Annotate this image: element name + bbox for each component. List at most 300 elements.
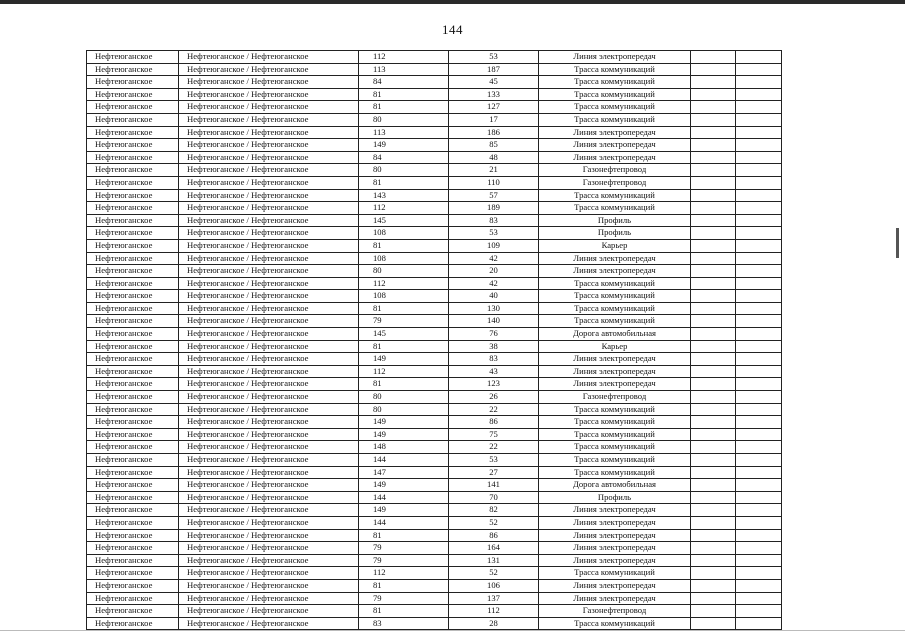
purpose-cell: Линия электропередач [539, 530, 691, 542]
lot-cell: 83 [449, 215, 539, 227]
purpose-cell: Трасса коммуникаций [539, 89, 691, 101]
district-cell: Нефтеюганское [87, 605, 179, 617]
lot-cell: 86 [449, 416, 539, 428]
empty-cell [691, 479, 736, 491]
empty-cell [691, 618, 736, 630]
quarter-cell: 81 [359, 605, 449, 617]
table-row [87, 303, 781, 316]
forestry-cell: Нефтеюганское / Нефтеюганское [179, 567, 359, 579]
district-cell: Нефтеюганское [87, 89, 179, 101]
top-rule [0, 0, 905, 4]
empty-cell [736, 227, 781, 239]
empty-cell [691, 240, 736, 252]
table-row [87, 580, 781, 593]
table-row [87, 51, 781, 64]
empty-cell [691, 190, 736, 202]
empty-cell [736, 479, 781, 491]
quarter-cell: 81 [359, 240, 449, 252]
empty-cell [691, 517, 736, 529]
table-row [87, 76, 781, 89]
district-cell: Нефтеюганское [87, 315, 179, 327]
table-row [87, 64, 781, 77]
purpose-cell: Профиль [539, 215, 691, 227]
district-cell: Нефтеюганское [87, 366, 179, 378]
purpose-cell: Газонефтепровод [539, 605, 691, 617]
lot-cell: 70 [449, 492, 539, 504]
forestry-cell: Нефтеюганское / Нефтеюганское [179, 51, 359, 63]
forestry-cell: Нефтеюганское / Нефтеюганское [179, 542, 359, 554]
quarter-cell: 144 [359, 517, 449, 529]
empty-cell [691, 253, 736, 265]
empty-cell [691, 605, 736, 617]
purpose-cell: Линия электропередач [539, 127, 691, 139]
forestry-cell: Нефтеюганское / Нефтеюганское [179, 479, 359, 491]
empty-cell [736, 467, 781, 479]
quarter-cell: 149 [359, 429, 449, 441]
forestry-cell: Нефтеюганское / Нефтеюганское [179, 580, 359, 592]
table-row [87, 202, 781, 215]
lot-cell: 187 [449, 64, 539, 76]
empty-cell [691, 454, 736, 466]
empty-cell [691, 341, 736, 353]
quarter-cell: 79 [359, 593, 449, 605]
lot-cell: 110 [449, 177, 539, 189]
forestry-cell: Нефтеюганское / Нефтеюганское [179, 315, 359, 327]
lot-cell: 28 [449, 618, 539, 630]
purpose-cell: Трасса коммуникаций [539, 416, 691, 428]
forestry-cell: Нефтеюганское / Нефтеюганское [179, 265, 359, 277]
empty-cell [691, 164, 736, 176]
quarter-cell: 113 [359, 64, 449, 76]
table-row [87, 391, 781, 404]
empty-cell [736, 618, 781, 630]
forestry-cell: Нефтеюганское / Нефтеюганское [179, 441, 359, 453]
empty-cell [736, 454, 781, 466]
empty-cell [691, 227, 736, 239]
quarter-cell: 149 [359, 479, 449, 491]
table-row [87, 290, 781, 303]
table-row [87, 441, 781, 454]
quarter-cell: 79 [359, 555, 449, 567]
lot-cell: 130 [449, 303, 539, 315]
purpose-cell: Линия электропередач [539, 51, 691, 63]
quarter-cell: 81 [359, 101, 449, 113]
empty-cell [691, 378, 736, 390]
district-cell: Нефтеюганское [87, 341, 179, 353]
lot-cell: 42 [449, 253, 539, 265]
lot-cell: 53 [449, 51, 539, 63]
empty-cell [736, 416, 781, 428]
quarter-cell: 144 [359, 454, 449, 466]
quarter-cell: 148 [359, 441, 449, 453]
lot-cell: 52 [449, 567, 539, 579]
forestry-cell: Нефтеюганское / Нефтеюганское [179, 391, 359, 403]
table-row [87, 215, 781, 228]
table-row [87, 190, 781, 203]
forestry-cell: Нефтеюганское / Нефтеюганское [179, 517, 359, 529]
table-row [87, 253, 781, 266]
district-cell: Нефтеюганское [87, 429, 179, 441]
quarter-cell: 112 [359, 278, 449, 290]
empty-cell [736, 64, 781, 76]
district-cell: Нефтеюганское [87, 416, 179, 428]
lot-cell: 43 [449, 366, 539, 378]
empty-cell [691, 202, 736, 214]
lot-cell: 26 [449, 391, 539, 403]
quarter-cell: 80 [359, 265, 449, 277]
lot-cell: 53 [449, 454, 539, 466]
empty-cell [736, 341, 781, 353]
quarter-cell: 81 [359, 177, 449, 189]
empty-cell [736, 240, 781, 252]
table-row [87, 378, 781, 391]
table-row [87, 278, 781, 291]
empty-cell [736, 530, 781, 542]
table-row [87, 164, 781, 177]
quarter-cell: 145 [359, 328, 449, 340]
table-row [87, 429, 781, 442]
table-row [87, 416, 781, 429]
table-row [87, 555, 781, 568]
purpose-cell: Карьер [539, 341, 691, 353]
empty-cell [736, 303, 781, 315]
lot-cell: 57 [449, 190, 539, 202]
empty-cell [736, 101, 781, 113]
empty-cell [691, 51, 736, 63]
purpose-cell: Трасса коммуникаций [539, 76, 691, 88]
lot-cell: 164 [449, 542, 539, 554]
quarter-cell: 112 [359, 366, 449, 378]
quarter-cell: 147 [359, 467, 449, 479]
empty-cell [691, 504, 736, 516]
forestry-cell: Нефтеюганское / Нефтеюганское [179, 353, 359, 365]
lot-cell: 48 [449, 152, 539, 164]
lot-cell: 45 [449, 76, 539, 88]
empty-cell [736, 89, 781, 101]
table-row [87, 353, 781, 366]
district-cell: Нефтеюганское [87, 618, 179, 630]
quarter-cell: 143 [359, 190, 449, 202]
table-row [87, 517, 781, 530]
quarter-cell: 149 [359, 504, 449, 516]
forestry-cell: Нефтеюганское / Нефтеюганское [179, 278, 359, 290]
lot-cell: 42 [449, 278, 539, 290]
empty-cell [736, 253, 781, 265]
forestry-cell: Нефтеюганское / Нефтеюганское [179, 366, 359, 378]
empty-cell [736, 504, 781, 516]
purpose-cell: Трасса коммуникаций [539, 467, 691, 479]
empty-cell [691, 315, 736, 327]
empty-cell [736, 441, 781, 453]
purpose-cell: Газонефтепровод [539, 164, 691, 176]
quarter-cell: 81 [359, 530, 449, 542]
district-cell: Нефтеюганское [87, 303, 179, 315]
forestry-cell: Нефтеюганское / Нефтеюганское [179, 240, 359, 252]
forestry-cell: Нефтеюганское / Нефтеюганское [179, 114, 359, 126]
empty-cell [691, 64, 736, 76]
district-cell: Нефтеюганское [87, 580, 179, 592]
quarter-cell: 84 [359, 152, 449, 164]
empty-cell [691, 530, 736, 542]
empty-cell [736, 202, 781, 214]
purpose-cell: Трасса коммуникаций [539, 278, 691, 290]
district-cell: Нефтеюганское [87, 190, 179, 202]
district-cell: Нефтеюганское [87, 555, 179, 567]
forestry-cell: Нефтеюганское / Нефтеюганское [179, 152, 359, 164]
quarter-cell: 81 [359, 89, 449, 101]
purpose-cell: Трасса коммуникаций [539, 303, 691, 315]
table-row [87, 89, 781, 102]
lot-cell: 21 [449, 164, 539, 176]
purpose-cell: Линия электропередач [539, 504, 691, 516]
quarter-cell: 80 [359, 404, 449, 416]
empty-cell [736, 391, 781, 403]
forestry-cell: Нефтеюганское / Нефтеюганское [179, 76, 359, 88]
table-row [87, 227, 781, 240]
purpose-cell: Линия электропередач [539, 152, 691, 164]
empty-cell [736, 278, 781, 290]
empty-cell [736, 429, 781, 441]
forestry-cell: Нефтеюганское / Нефтеюганское [179, 164, 359, 176]
quarter-cell: 81 [359, 303, 449, 315]
lot-cell: 109 [449, 240, 539, 252]
quarter-cell: 81 [359, 378, 449, 390]
empty-cell [736, 127, 781, 139]
lot-cell: 76 [449, 328, 539, 340]
empty-cell [691, 429, 736, 441]
forestry-cell: Нефтеюганское / Нефтеюганское [179, 202, 359, 214]
empty-cell [691, 101, 736, 113]
quarter-cell: 81 [359, 580, 449, 592]
lot-cell: 85 [449, 139, 539, 151]
forestry-cell: Нефтеюганское / Нефтеюганское [179, 139, 359, 151]
quarter-cell: 81 [359, 341, 449, 353]
purpose-cell: Линия электропередач [539, 555, 691, 567]
quarter-cell: 108 [359, 227, 449, 239]
empty-cell [691, 328, 736, 340]
lot-cell: 106 [449, 580, 539, 592]
empty-cell [691, 542, 736, 554]
lot-cell: 140 [449, 315, 539, 327]
forestry-cell: Нефтеюганское / Нефтеюганское [179, 227, 359, 239]
purpose-cell: Линия электропередач [539, 353, 691, 365]
empty-cell [736, 353, 781, 365]
bottom-rule [0, 630, 905, 631]
empty-cell [691, 177, 736, 189]
table-row [87, 315, 781, 328]
page-number: 144 [442, 22, 463, 37]
district-cell: Нефтеюганское [87, 290, 179, 302]
table-row [87, 454, 781, 467]
quarter-cell: 80 [359, 164, 449, 176]
purpose-cell: Газонефтепровод [539, 177, 691, 189]
quarter-cell: 84 [359, 76, 449, 88]
binding-mark [896, 228, 899, 258]
lot-cell: 83 [449, 353, 539, 365]
forestry-cell: Нефтеюганское / Нефтеюганское [179, 416, 359, 428]
empty-cell [691, 555, 736, 567]
forestry-cell: Нефтеюганское / Нефтеюганское [179, 467, 359, 479]
purpose-cell: Трасса коммуникаций [539, 454, 691, 466]
purpose-cell: Линия электропередач [539, 517, 691, 529]
quarter-cell: 83 [359, 618, 449, 630]
purpose-cell: Трасса коммуникаций [539, 429, 691, 441]
empty-cell [736, 139, 781, 151]
empty-cell [736, 328, 781, 340]
district-cell: Нефтеюганское [87, 114, 179, 126]
table-row [87, 139, 781, 152]
district-cell: Нефтеюганское [87, 253, 179, 265]
table-row [87, 404, 781, 417]
empty-cell [736, 190, 781, 202]
quarter-cell: 79 [359, 542, 449, 554]
purpose-cell: Профиль [539, 227, 691, 239]
purpose-cell: Трасса коммуникаций [539, 618, 691, 630]
district-cell: Нефтеюганское [87, 215, 179, 227]
lot-cell: 137 [449, 593, 539, 605]
empty-cell [691, 492, 736, 504]
lot-cell: 82 [449, 504, 539, 516]
lot-cell: 38 [449, 341, 539, 353]
empty-cell [736, 152, 781, 164]
lot-cell: 86 [449, 530, 539, 542]
empty-cell [691, 593, 736, 605]
lot-cell: 17 [449, 114, 539, 126]
district-cell: Нефтеюганское [87, 467, 179, 479]
empty-cell [691, 139, 736, 151]
purpose-cell: Линия электропередач [539, 139, 691, 151]
empty-cell [691, 441, 736, 453]
lot-cell: 20 [449, 265, 539, 277]
quarter-cell: 80 [359, 114, 449, 126]
district-cell: Нефтеюганское [87, 492, 179, 504]
purpose-cell: Трасса коммуникаций [539, 114, 691, 126]
lot-cell: 123 [449, 378, 539, 390]
purpose-cell: Трасса коммуникаций [539, 315, 691, 327]
table-row [87, 240, 781, 253]
district-cell: Нефтеюганское [87, 127, 179, 139]
empty-cell [736, 215, 781, 227]
purpose-cell: Линия электропередач [539, 253, 691, 265]
empty-cell [736, 378, 781, 390]
district-cell: Нефтеюганское [87, 278, 179, 290]
lot-cell: 127 [449, 101, 539, 113]
forestry-cell: Нефтеюганское / Нефтеюганское [179, 429, 359, 441]
empty-cell [691, 152, 736, 164]
forestry-cell: Нефтеюганское / Нефтеюганское [179, 555, 359, 567]
table-row [87, 467, 781, 480]
table-row [87, 567, 781, 580]
purpose-cell: Профиль [539, 492, 691, 504]
district-cell: Нефтеюганское [87, 265, 179, 277]
empty-cell [736, 404, 781, 416]
lot-cell: 22 [449, 404, 539, 416]
empty-cell [736, 366, 781, 378]
lot-cell: 22 [449, 441, 539, 453]
purpose-cell: Трасса коммуникаций [539, 290, 691, 302]
empty-cell [691, 580, 736, 592]
district-cell: Нефтеюганское [87, 101, 179, 113]
lot-cell: 52 [449, 517, 539, 529]
quarter-cell: 112 [359, 202, 449, 214]
lot-cell: 131 [449, 555, 539, 567]
empty-cell [736, 492, 781, 504]
quarter-cell: 108 [359, 253, 449, 265]
lot-cell: 141 [449, 479, 539, 491]
table-row [87, 593, 781, 606]
purpose-cell: Трасса коммуникаций [539, 64, 691, 76]
lease-table [86, 50, 782, 630]
district-cell: Нефтеюганское [87, 479, 179, 491]
purpose-cell: Карьер [539, 240, 691, 252]
forestry-cell: Нефтеюганское / Нефтеюганское [179, 341, 359, 353]
empty-cell [736, 177, 781, 189]
forestry-cell: Нефтеюганское / Нефтеюганское [179, 404, 359, 416]
forestry-cell: Нефтеюганское / Нефтеюганское [179, 253, 359, 265]
empty-cell [736, 567, 781, 579]
forestry-cell: Нефтеюганское / Нефтеюганское [179, 454, 359, 466]
table-row [87, 530, 781, 543]
forestry-cell: Нефтеюганское / Нефтеюганское [179, 190, 359, 202]
forestry-cell: Нефтеюганское / Нефтеюганское [179, 530, 359, 542]
table-row [87, 177, 781, 190]
table-row [87, 152, 781, 165]
district-cell: Нефтеюганское [87, 391, 179, 403]
forestry-cell: Нефтеюганское / Нефтеюганское [179, 593, 359, 605]
lot-cell: 27 [449, 467, 539, 479]
forestry-cell: Нефтеюганское / Нефтеюганское [179, 504, 359, 516]
quarter-cell: 149 [359, 139, 449, 151]
empty-cell [691, 76, 736, 88]
empty-cell [691, 391, 736, 403]
district-cell: Нефтеюганское [87, 177, 179, 189]
quarter-cell: 80 [359, 391, 449, 403]
lot-cell: 40 [449, 290, 539, 302]
purpose-cell: Линия электропередач [539, 378, 691, 390]
empty-cell [691, 366, 736, 378]
quarter-cell: 112 [359, 51, 449, 63]
district-cell: Нефтеюганское [87, 64, 179, 76]
forestry-cell: Нефтеюганское / Нефтеюганское [179, 177, 359, 189]
forestry-cell: Нефтеюганское / Нефтеюганское [179, 64, 359, 76]
table-row [87, 618, 781, 631]
district-cell: Нефтеюганское [87, 328, 179, 340]
district-cell: Нефтеюганское [87, 152, 179, 164]
table-row [87, 328, 781, 341]
district-cell: Нефтеюганское [87, 530, 179, 542]
lot-cell: 133 [449, 89, 539, 101]
district-cell: Нефтеюганское [87, 454, 179, 466]
table-row [87, 265, 781, 278]
district-cell: Нефтеюганское [87, 504, 179, 516]
district-cell: Нефтеюганское [87, 202, 179, 214]
district-cell: Нефтеюганское [87, 378, 179, 390]
table-row [87, 492, 781, 505]
empty-cell [691, 278, 736, 290]
purpose-cell: Трасса коммуникаций [539, 567, 691, 579]
forestry-cell: Нефтеюганское / Нефтеюганское [179, 328, 359, 340]
district-cell: Нефтеюганское [87, 240, 179, 252]
empty-cell [736, 265, 781, 277]
forestry-cell: Нефтеюганское / Нефтеюганское [179, 127, 359, 139]
lot-cell: 75 [449, 429, 539, 441]
empty-cell [691, 303, 736, 315]
purpose-cell: Трасса коммуникаций [539, 101, 691, 113]
empty-cell [691, 215, 736, 227]
forestry-cell: Нефтеюганское / Нефтеюганское [179, 618, 359, 630]
forestry-cell: Нефтеюганское / Нефтеюганское [179, 605, 359, 617]
forestry-cell: Нефтеюганское / Нефтеюганское [179, 492, 359, 504]
